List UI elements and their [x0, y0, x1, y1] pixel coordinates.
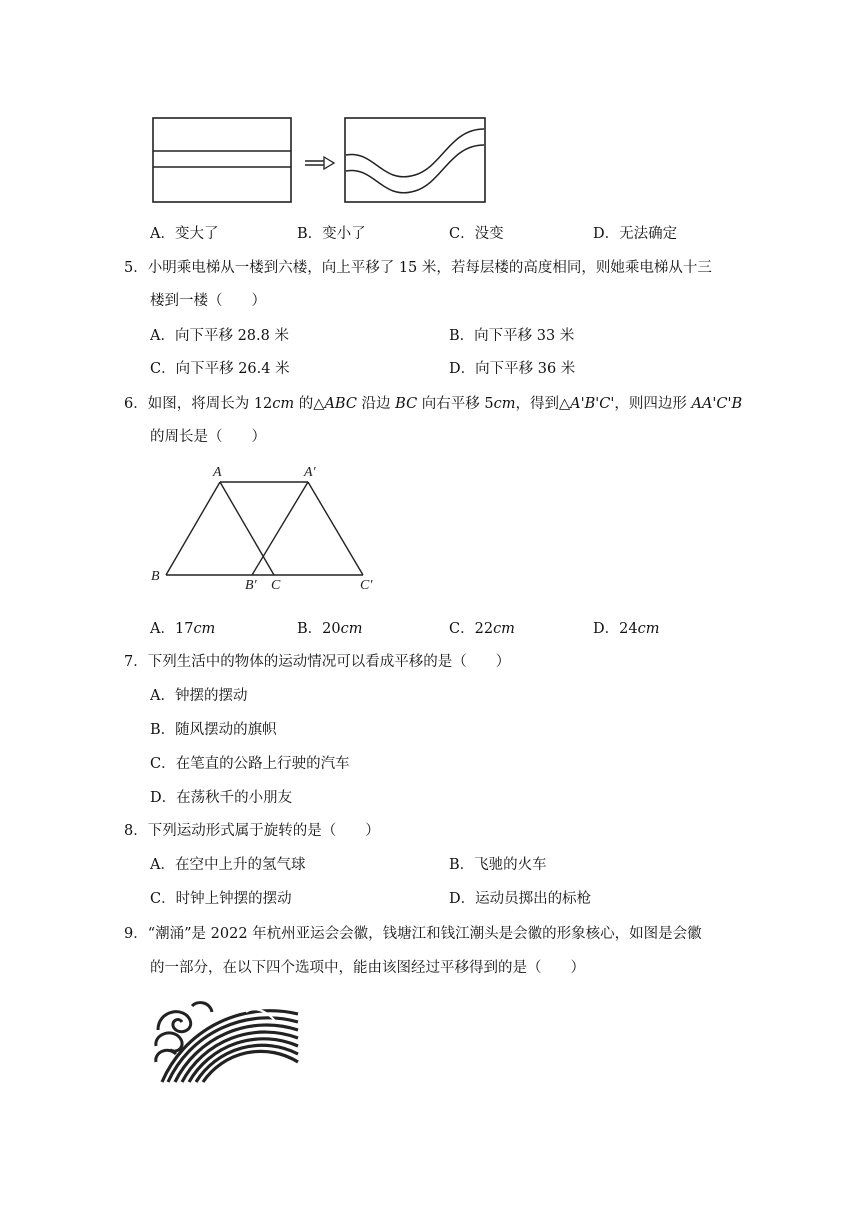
q8-stem: 8．下列运动形式属于旋转的是（ ） — [124, 823, 380, 839]
q8-option-c: C．时钟上钟摆的摆动 — [150, 891, 292, 907]
label-B: B — [151, 569, 160, 584]
q8-option-b: B．飞驰的火车 — [449, 857, 547, 873]
label-A-prime: A′ — [304, 465, 316, 480]
q6-stem-line2: 的周长是（ ） — [150, 429, 266, 445]
q7-stem: 7．下列生活中的物体的运动情况可以看成平移的是（ ） — [124, 654, 511, 670]
q6-option-b: B．20cm — [297, 621, 363, 637]
q6-option-a: A．17cm — [150, 621, 216, 637]
q6-option-c: C．22cm — [449, 621, 515, 637]
label-B-prime: B′ — [245, 578, 257, 593]
q7-option-b: B．随风摆动的旗帜 — [150, 722, 277, 738]
q4-option-c: C．没变 — [449, 226, 504, 242]
label-C: C — [271, 578, 281, 593]
q5-option-c: C．向下平移 26.4 米 — [150, 361, 290, 377]
segment-A2C2 — [308, 482, 363, 575]
q9-emblem-figure — [150, 992, 302, 1084]
q9-stem-line2: 的一部分，在以下四个选项中，能由该图经过平移得到的是（ ） — [150, 960, 585, 976]
q5-option-b: B．向下平移 33 米 — [449, 328, 575, 344]
q4-option-a: A．变大了 — [150, 226, 219, 242]
q9-stem-line1: 9．“潮涌”是 2022 年杭州亚运会会徽，钱塘江和钱江潮头是会徽的形象核心，如图是会徽 — [124, 926, 702, 942]
segment-A2B2 — [252, 482, 308, 575]
q7-option-a: A．钟摆的摆动 — [150, 688, 248, 704]
label-A: A — [213, 465, 222, 480]
wave-top-line — [346, 129, 484, 177]
q8-option-d: D．运动员掷出的标枪 — [449, 891, 592, 907]
q5-option-d: D．向下平移 36 米 — [449, 361, 576, 377]
q4-option-d: D．无法确定 — [593, 226, 678, 242]
q7-option-c: C．在笔直的公路上行驶的汽车 — [150, 756, 350, 772]
q4-option-b: B．变小了 — [297, 226, 366, 242]
wavy-strip-box — [345, 118, 485, 202]
q6-stem-line1: 6．如图，将周长为 12cm 的△ABC 沿边 BC 向右平移 5cm，得到△A'B'C'，则四边形 AA'C'B — [124, 396, 743, 412]
q6-option-d: D．24cm — [593, 621, 660, 637]
segment-AB — [166, 482, 220, 575]
q4-figure — [150, 115, 490, 207]
segment-AC — [220, 482, 274, 575]
q5-stem-line2: 楼到一楼（ ） — [150, 293, 266, 309]
q6-figure — [148, 462, 380, 598]
straight-strip-box — [153, 118, 291, 202]
label-C-prime: C′ — [360, 578, 373, 593]
q8-option-a: A．在空中上升的氢气球 — [150, 857, 306, 873]
q5-option-a: A．向下平移 28.8 米 — [150, 328, 289, 344]
q7-option-d: D．在荡秋千的小朋友 — [150, 790, 293, 806]
q5-stem-line1: 5．小明乘电梯从一楼到六楼，向上平移了 15 米，若每层楼的高度相同，则她乘电梯从十三 — [124, 260, 712, 276]
arrow-icon — [305, 157, 334, 169]
wave-bottom-line — [346, 145, 484, 193]
